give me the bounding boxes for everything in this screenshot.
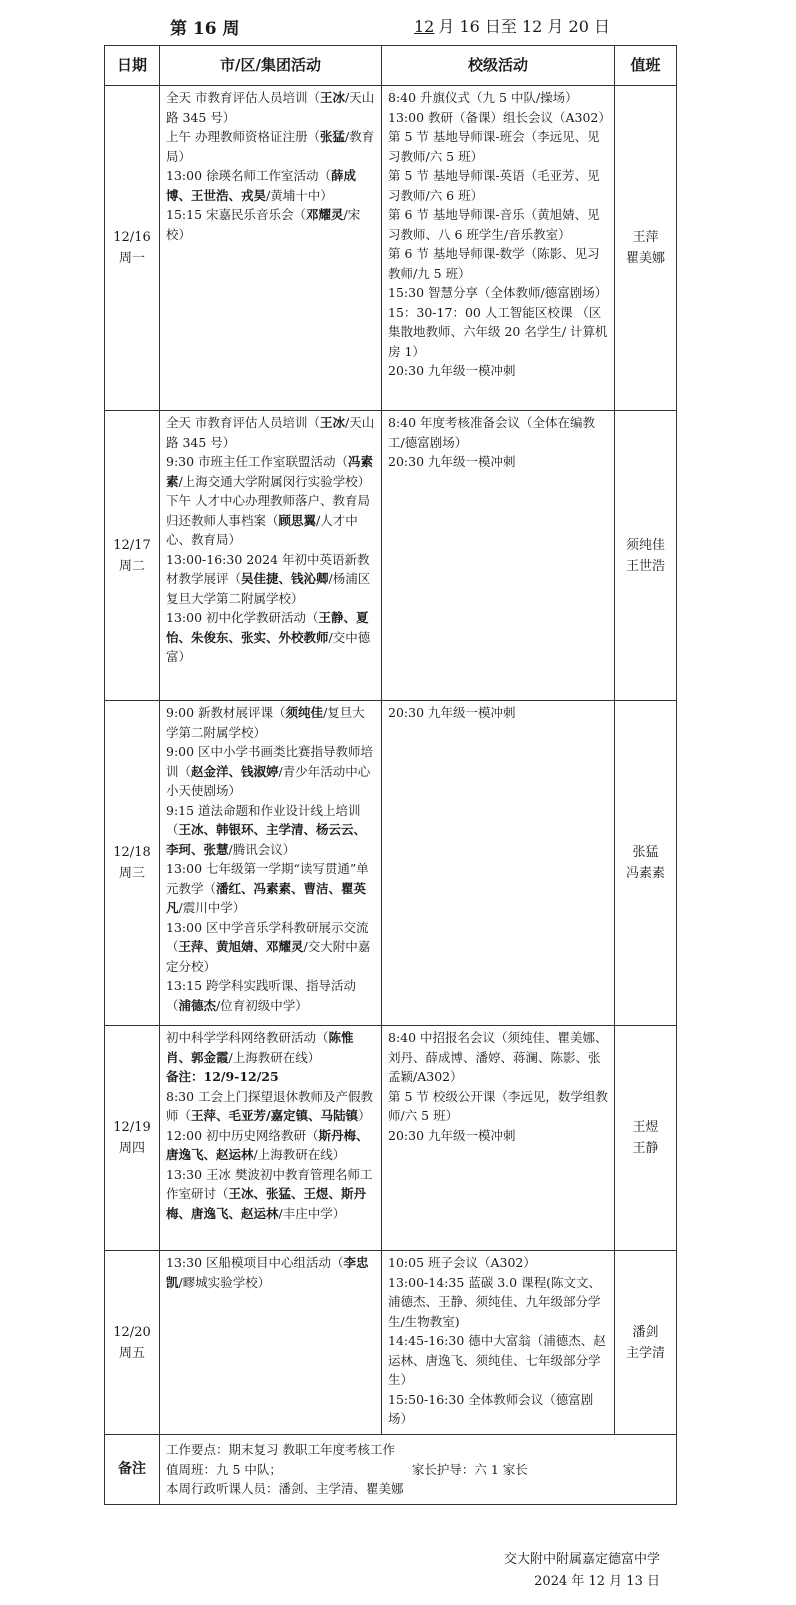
school-activity-item: 8:40 升旗仪式（九 5 中队/操场） xyxy=(388,90,578,105)
duty-person: 王萍 xyxy=(632,230,659,245)
activity-text: 13:15 跨学科实践听课、指导活动（ xyxy=(166,978,356,1013)
activity-text: /黄埔十中） xyxy=(266,187,333,203)
school-activity-item: 13:00 教研（备课）组长会议（A302） xyxy=(388,109,611,125)
participant-names: 王静、夏怡、朱俊东、张实、外校教师 xyxy=(166,610,369,645)
school-activity-item: 15:50-16:30 全体教师会议（德富剧场） xyxy=(388,1391,594,1426)
schedule-body xyxy=(105,86,677,1435)
city-activity-item xyxy=(166,859,377,918)
day-cell xyxy=(105,86,160,411)
col-header-duty: 值班 xyxy=(615,46,677,86)
school-activity-item: 13:00-14:35 蓝碳 3.0 课程(陈文文、浦德杰、王静、须纯佳、九年级部分学生/生物教室) xyxy=(388,1274,601,1329)
activity-text: /疁城实验学校） xyxy=(178,1274,271,1290)
duty-person: 王煜 xyxy=(632,1120,659,1135)
participant-names: 备注：12/9-12/25 xyxy=(166,1069,279,1084)
participant-names: 顾思翼 xyxy=(278,512,317,528)
notes-content xyxy=(160,1435,677,1505)
footer-school-name: 交大附中附属嘉定德富中学 xyxy=(503,1552,660,1567)
participant-names: 王冰 xyxy=(319,90,345,105)
activity-text: 9:15 道法命题和作业设计线上培训（ xyxy=(166,802,361,837)
activity-text: /上海交通大学附属闵行实验学校） xyxy=(178,473,371,489)
notes-row xyxy=(105,1435,677,1505)
city-activity-item xyxy=(166,1087,377,1126)
activity-text: /位育初级中学） xyxy=(216,997,308,1013)
activity-text: 9:00 区中小学书画类比赛指导教师培训（ xyxy=(166,744,374,779)
school-activity-item: 20:30 九年级一模冲刺 xyxy=(388,705,516,720)
school-activity-item: 10:05 班子会议（A302） xyxy=(388,1255,536,1270)
activity-text: 13:00 区中学音乐学科教研展示交流（ xyxy=(166,919,369,954)
day-row xyxy=(105,1251,677,1435)
notes-key-points: 工作要点：期末复习 教职工年度考核工作 xyxy=(166,1442,395,1458)
city-activity-item xyxy=(166,1126,377,1165)
duty-cell xyxy=(615,86,677,411)
duty-person: 瞿美娜 xyxy=(625,251,665,266)
start-month: 12 xyxy=(414,17,435,36)
activity-text: 15:15 宋嘉民乐音乐会（ xyxy=(166,207,306,222)
school-activities-cell xyxy=(382,1026,615,1251)
activity-text: /天山路 345 号） xyxy=(166,415,375,450)
activity-text: 13:00 徐瑛名师工作室活动（ xyxy=(166,168,331,183)
duty-person: 张猛 xyxy=(632,845,659,860)
participant-names: 薛成博、王世浩、戎昊 xyxy=(166,168,357,203)
participant-names: 王冰、张猛、王煜、斯丹梅、唐逸飞、赵运林 xyxy=(166,1186,367,1221)
activity-text: 下午 人才中心办理教师落户、教育局归还教师人事档案（ xyxy=(166,493,370,528)
participant-names: 王萍、毛亚芳/嘉定镇、马陆镇 xyxy=(191,1108,359,1123)
day-weekday: 周五 xyxy=(118,1345,145,1361)
duty-person: 冯素素 xyxy=(625,866,665,881)
school-activity-item: 第 6 节 基地导师课-音乐（黄旭婧、见习教师、八 6 班学生/音乐教室） xyxy=(388,207,600,242)
school-activity-item: 15：30-17：00 人工智能区校课 （区集散地教师、六年级 20 名学生/ 计算机房 1） xyxy=(388,304,608,359)
school-activity-item: 15:30 智慧分享（全体教师/德富剧场） xyxy=(388,285,608,300)
school-activities-cell xyxy=(382,86,615,411)
activity-text: /人才中心、教育局） xyxy=(166,512,358,547)
activity-text: /杨浦区复旦大学第二附属学校） xyxy=(166,571,371,606)
schedule-header xyxy=(0,12,796,42)
notes-parent-guard: 家长护导：六 1 家长 xyxy=(411,1461,528,1477)
duty-cell xyxy=(615,1026,677,1251)
day-cell xyxy=(105,1251,160,1435)
day-cell xyxy=(105,701,160,1026)
day-date: 12/16 xyxy=(113,230,151,245)
city-activity-item xyxy=(166,1067,377,1087)
activity-text: /青少年活动中心小天使剧场） xyxy=(166,763,371,798)
activity-text: 8:30 工会上门探望退休教师及产假教师（ xyxy=(166,1088,374,1123)
school-activity-item: 第 6 节 基地导师课-数学（陈影、见习教师/九 5 班） xyxy=(388,246,600,281)
day-row xyxy=(105,701,677,1026)
activity-text: 9:00 新教材展评课（ xyxy=(166,705,286,720)
week-number: 第 16 周 xyxy=(170,19,240,39)
activity-text: /丰庄中学） xyxy=(278,1205,346,1221)
activity-text: /教育局） xyxy=(166,129,375,164)
participant-names: 张猛 xyxy=(319,129,345,144)
duty-cell xyxy=(615,411,677,701)
activity-text: 12:00 初中历史网络教研（ xyxy=(166,1127,319,1143)
weekly-schedule-table xyxy=(104,45,677,1505)
notes-observers: 本周行政听课人员：潘剑、主学清、瞿美娜 xyxy=(166,1481,404,1497)
activity-text: /上海教研在线） xyxy=(228,1049,321,1065)
day-row xyxy=(105,86,677,411)
participant-names: 王萍、黄旭婧、邓耀灵 xyxy=(178,939,304,954)
footer-date: 2024 年 12 月 13 日 xyxy=(534,1574,660,1589)
activity-text: /腾讯会议） xyxy=(228,841,296,857)
activity-text: ） xyxy=(358,1108,371,1123)
participant-names: 王冰、韩银环、主学清、杨云云、李珂、张慧 xyxy=(166,822,367,857)
school-activities-cell xyxy=(382,1251,615,1435)
school-activity-item: 第 5 节 校级公开课（李远见，数学组教师/六 5 班） xyxy=(388,1088,608,1123)
city-activity-item xyxy=(166,1028,377,1067)
day-date: 12/20 xyxy=(113,1324,151,1340)
day-weekday: 周二 xyxy=(118,558,145,574)
city-activity-item xyxy=(166,166,377,205)
city-activity-item xyxy=(166,205,377,244)
school-activity-item: 8:40 年度考核准备会议（全体在编教工/德富剧场） xyxy=(388,415,596,450)
city-activities-cell xyxy=(160,1251,382,1435)
participant-names: 潘红、冯素素、曹洁、瞿英凡 xyxy=(166,880,367,915)
participant-names: 王冰 xyxy=(319,415,345,430)
col-header-school-activities: 校级活动 xyxy=(382,46,615,86)
participant-names: 冯素素 xyxy=(166,454,374,489)
participant-names: 赵金洋、钱淑婷 xyxy=(191,763,279,779)
participant-names: 李忠凯 xyxy=(166,1255,369,1290)
col-header-city-activities: 市/区/集团活动 xyxy=(160,46,382,86)
day-cell xyxy=(105,411,160,701)
city-activity-item xyxy=(166,801,377,860)
duty-person: 主学清 xyxy=(625,1345,665,1361)
day-date: 12/19 xyxy=(113,1120,151,1135)
city-activity-item xyxy=(166,550,377,609)
participant-names: 斯丹梅、唐逸飞、赵运林 xyxy=(166,1127,369,1162)
activity-text: 13:00 七年级第一学期“读写贯通”单元教学（ xyxy=(166,861,369,896)
activity-text: 13:00 初中化学教研活动（ xyxy=(166,610,319,625)
activity-text: 13:30 王冰 樊波初中教育管理名师工作室研讨（ xyxy=(166,1166,373,1201)
participant-names: 吴佳捷、钱沁卿 xyxy=(241,571,329,586)
school-activities-cell xyxy=(382,411,615,701)
activity-text: 全天 市教育评估人员培训（ xyxy=(166,415,320,430)
city-activity-item xyxy=(166,1165,377,1224)
activity-text: /宋校） xyxy=(166,207,361,242)
city-activity-item xyxy=(166,742,377,801)
city-activities-cell xyxy=(160,411,382,701)
date-range xyxy=(408,14,610,37)
city-activity-item xyxy=(166,703,377,742)
participant-names: 陈惟肖、郭金霞 xyxy=(166,1030,354,1065)
day-cell xyxy=(105,1026,160,1251)
city-activity-item xyxy=(166,976,377,1015)
duty-person: 王静 xyxy=(632,1141,659,1156)
notes-duty-week: 值周班：九 5 中队； xyxy=(166,1461,282,1477)
city-activities-cell xyxy=(160,701,382,1026)
duty-person: 潘剑 xyxy=(632,1324,659,1340)
city-activity-item xyxy=(166,491,377,550)
participant-names: 邓耀灵 xyxy=(306,207,344,222)
city-activity-item xyxy=(166,88,377,127)
day-weekday: 周三 xyxy=(118,866,145,881)
footer xyxy=(504,1549,660,1593)
notes-duty-line xyxy=(166,1460,672,1480)
participant-names: 浦德杰 xyxy=(178,997,217,1013)
activity-text: 上午 办理教师资格证注册（ xyxy=(166,129,320,144)
day-date: 12/18 xyxy=(113,845,151,860)
school-activity-item: 第 5 节 基地导师课-班会（李远见、见习教师/六 5 班） xyxy=(388,129,600,164)
activity-text: /交中德富） xyxy=(166,629,371,664)
school-activities-cell xyxy=(382,701,615,1026)
city-activity-item xyxy=(166,452,377,491)
activity-text: 全天 市教育评估人员培训（ xyxy=(166,90,320,105)
activity-text: 13:00-16:30 2024 年初中英语新教材教学展评（ xyxy=(166,551,370,586)
school-activity-item: 第 5 节 基地导师课-英语（毛亚芳、见习教师/六 6 班） xyxy=(388,168,600,203)
school-activity-item: 8:40 中招报名会议（须纯佳、瞿美娜、刘丹、薛成博、潘婷、蒋澜、陈影、张孟颖/A302） xyxy=(388,1030,608,1084)
activity-text: 13:30 区船模项目中心组活动（ xyxy=(166,1255,344,1270)
notes-label: 备注 xyxy=(105,1435,160,1505)
activity-text: /上海教研在线） xyxy=(253,1147,346,1162)
school-activity-item: 20:30 九年级一模冲刺 xyxy=(388,363,516,378)
school-activity-item: 20:30 九年级一模冲刺 xyxy=(388,454,516,469)
day-row xyxy=(105,411,677,701)
city-activity-item xyxy=(166,413,377,452)
date-range-rest: 月 16 日至 12 月 20 日 xyxy=(438,17,610,36)
school-activity-item: 14:45-16:30 德中大富翁（浦德杰、赵运林、唐逸飞、须纯佳、七年级部分学生） xyxy=(388,1333,606,1387)
day-weekday: 周四 xyxy=(118,1141,145,1156)
activity-text: /震川中学） xyxy=(178,900,246,915)
duty-person: 须纯佳 xyxy=(625,537,665,553)
duty-person: 王世浩 xyxy=(625,558,665,574)
activity-text: /复旦大学第二附属学校） xyxy=(166,705,365,740)
city-activity-item xyxy=(166,1253,377,1292)
duty-cell xyxy=(615,1251,677,1435)
activity-text: 9:30 市班主任工作室联盟活动（ xyxy=(166,454,349,469)
activity-text: /天山路 345 号） xyxy=(166,90,375,125)
city-activity-item xyxy=(166,608,377,667)
city-activities-cell xyxy=(160,1026,382,1251)
day-weekday: 周一 xyxy=(118,251,145,266)
city-activities-cell xyxy=(160,86,382,411)
school-activity-item: 20:30 九年级一模冲刺 xyxy=(388,1127,516,1143)
activity-text: /交大附中嘉定分校） xyxy=(166,939,371,974)
col-header-date: 日期 xyxy=(105,46,160,86)
city-activity-item xyxy=(166,918,377,977)
duty-cell xyxy=(615,701,677,1026)
city-activity-item xyxy=(166,127,377,166)
table-header-row xyxy=(105,46,677,86)
day-row xyxy=(105,1026,677,1251)
activity-text: 初中科学学科网络教研活动（ xyxy=(166,1030,329,1045)
participant-names: 须纯佳 xyxy=(285,705,324,720)
day-date: 12/17 xyxy=(113,537,151,553)
